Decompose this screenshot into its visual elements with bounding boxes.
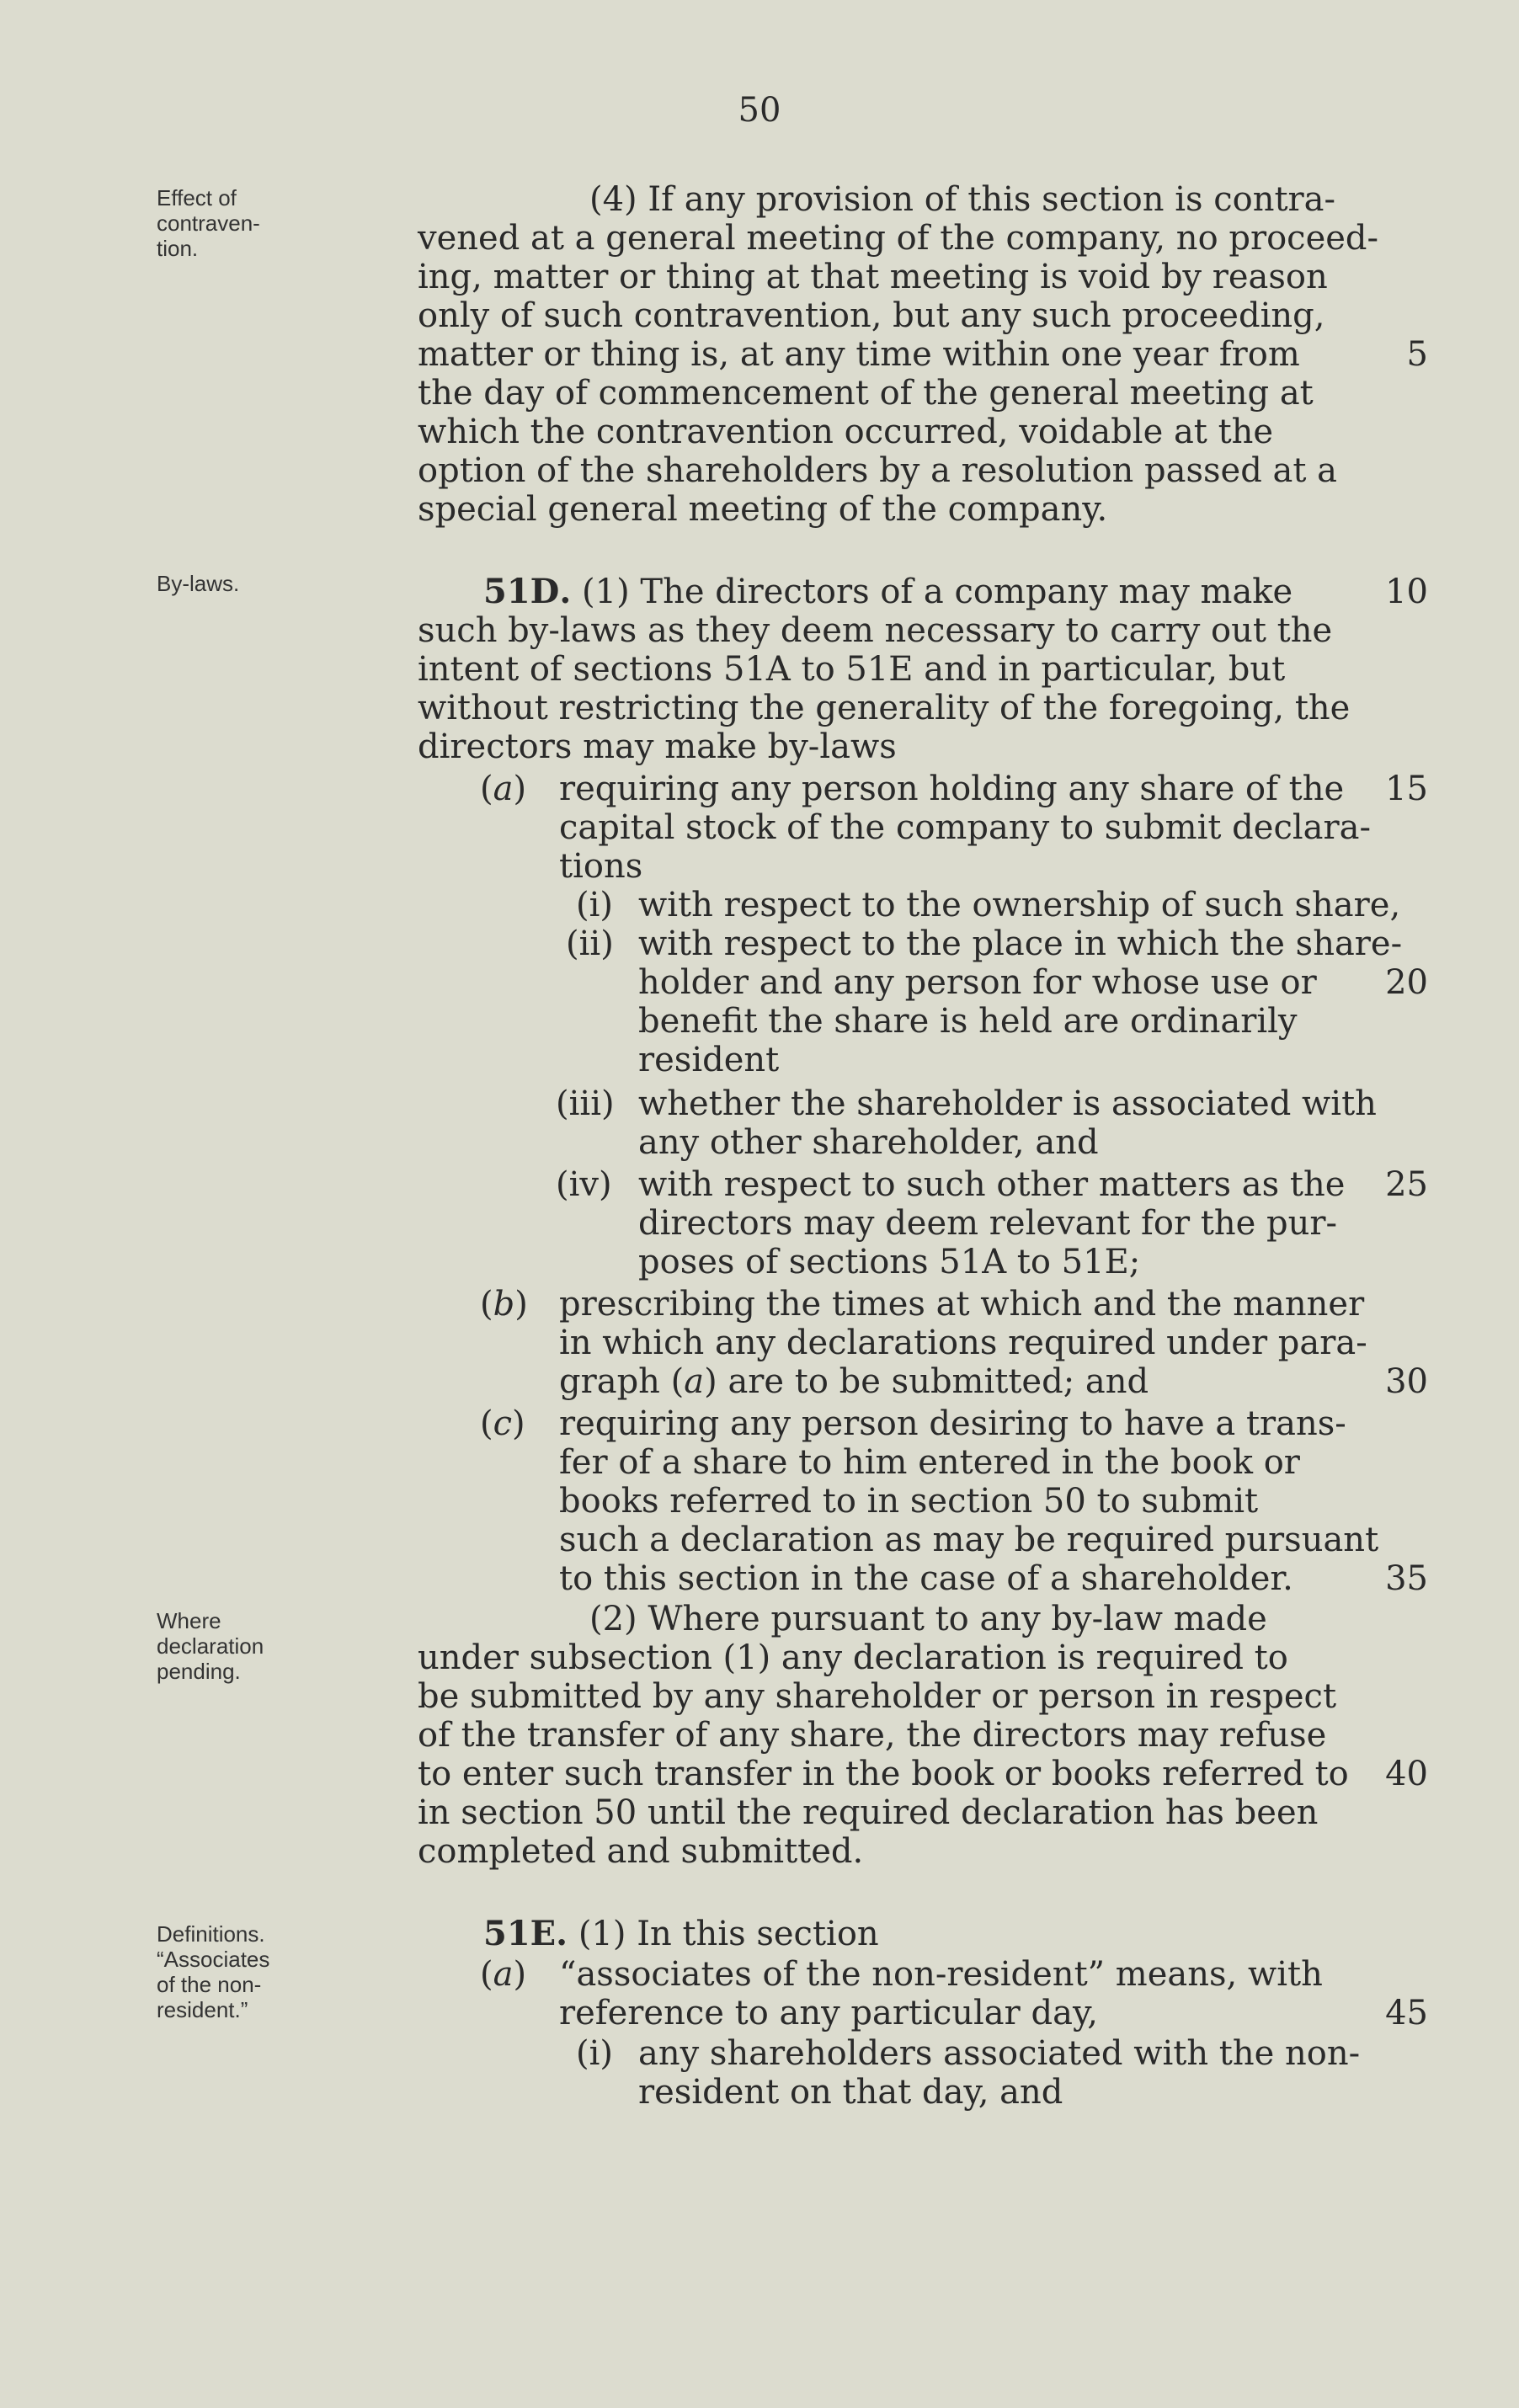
para-a-marker: (a) [480, 770, 527, 808]
section-number: 51 [483, 1914, 530, 1953]
para4-line: which the contravention occurred, voidable at the [418, 413, 1274, 451]
subsection-2-line: of the transfer of any share, the directors may refuse [418, 1716, 1327, 1755]
para-b-line: graph (a) are to be submitted; and [559, 1362, 1149, 1401]
para4-line: special general meeting of the company. [418, 490, 1108, 529]
para-b-marker: (b) [480, 1285, 528, 1324]
side-note-where: Where declaration pending. [157, 1608, 264, 1684]
section-51d-text: (1) The directors of a company may make [571, 573, 1293, 611]
def-a-line: “associates of the non-resident” means, with [559, 1955, 1323, 1994]
def-i-line: resident on that day, and [638, 2073, 1063, 2112]
line-number: 5 [1406, 335, 1428, 374]
para-c-line: fer of a share to him entered in the book or [559, 1443, 1300, 1482]
section-51d-line: directors may make by-laws [418, 727, 897, 766]
section-letter: D [530, 572, 560, 611]
para4-line: (4) If any provision of this section is contra- [589, 180, 1336, 219]
def-a-line: reference to any particular day, [559, 1994, 1098, 2032]
para-b-line: in which any declarations required under para- [559, 1324, 1367, 1362]
subpara-ii-line: benefit the share is held are ordinarily [638, 1002, 1298, 1041]
para4-line: option of the shareholders by a resolution passed at a [418, 451, 1337, 490]
subpara-iv-line: with respect to such other matters as the [638, 1165, 1346, 1204]
subpara-ii-line: resident [638, 1041, 780, 1079]
section-51d-line: without restricting the generality of the foregoing, the [418, 689, 1351, 727]
subsection-2-line: be submitted by any shareholder or person in respect [418, 1677, 1337, 1716]
para-c-line: requiring any person desiring to have a trans- [559, 1404, 1346, 1443]
para-b-line: prescribing the times at which and the manner [559, 1285, 1365, 1324]
subpara-iv-line: directors may deem relevant for the pur- [638, 1204, 1337, 1243]
para-c-line: to this section in the case of a shareholder. [559, 1559, 1293, 1598]
subsection-2-line: (2) Where pursuant to any by-law made [589, 1600, 1267, 1638]
subpara-ii-line: with respect to the place in which the share- [638, 924, 1403, 963]
para4-line: vened at a general meeting of the company, no proceed- [418, 219, 1379, 258]
subpara-iii-line: any other shareholder, and [638, 1123, 1099, 1162]
subpara-iv-marker: (iv) [556, 1165, 612, 1204]
line-number: 25 [1385, 1165, 1428, 1204]
line-number: 30 [1385, 1362, 1428, 1401]
para-c-line: such a declaration as may be required pursuant [559, 1521, 1379, 1559]
section-51e-heading: 51E. (1) In this section [483, 1914, 879, 1953]
side-note-effect: Effect of contraven- tion. [157, 185, 260, 261]
subpara-i-line: with respect to the ownership of such share, [638, 886, 1401, 924]
para-a-line: tions [559, 847, 643, 886]
page-number: 50 [738, 91, 781, 130]
para-a-line: capital stock of the company to submit declara- [559, 808, 1371, 847]
para4-line: matter or thing is, at any time within one year from [418, 335, 1300, 374]
side-note-bylaws: By-laws. [157, 571, 240, 596]
line-number: 35 [1385, 1559, 1428, 1598]
subpara-iii-marker: (iii) [556, 1084, 615, 1123]
para4-line: only of such contravention, but any such proceeding, [418, 296, 1325, 335]
def-i-line: any shareholders associated with the non- [638, 2034, 1361, 2073]
subpara-i-marker: (i) [576, 886, 614, 924]
section-letter: E [530, 1914, 557, 1953]
para-c-marker: (c) [480, 1404, 525, 1443]
para4-line: ing, matter or thing at that meeting is void by reason [418, 258, 1328, 296]
line-number: 20 [1385, 963, 1428, 1002]
section-51e-text: (1) In this section [568, 1915, 879, 1953]
subpara-ii-line: holder and any person for whose use or [638, 963, 1317, 1002]
def-i-marker: (i) [576, 2034, 614, 2073]
subpara-iii-line: whether the shareholder is associated with [638, 1084, 1377, 1123]
subsection-2-line: in section 50 until the required declaration has been [418, 1793, 1319, 1832]
subsection-2-line: to enter such transfer in the book or books referred to [418, 1755, 1349, 1793]
section-51d-line: intent of sections 51A to 51E and in particular, but [418, 650, 1286, 689]
subsection-2-line: under subsection (1) any declaration is required to [418, 1638, 1288, 1677]
subsection-2-line: completed and submitted. [418, 1832, 864, 1871]
section-number: 51 [483, 572, 530, 611]
subpara-iv-line: poses of sections 51A to 51E; [638, 1243, 1141, 1281]
section-51d-heading: 51D. (1) The directors of a company may make [483, 572, 1293, 611]
para-a-line: requiring any person holding any share of the [559, 770, 1345, 808]
side-note-definitions: Definitions. “Associates of the non- resident.” [157, 1921, 270, 2022]
def-a-marker: (a) [480, 1955, 527, 1994]
section-51d-line: such by-laws as they deem necessary to carry out the [418, 611, 1333, 650]
subpara-ii-marker: (ii) [566, 924, 614, 963]
line-number: 10 [1385, 573, 1428, 611]
line-number: 15 [1385, 770, 1428, 808]
line-number: 45 [1385, 1994, 1428, 2032]
para-c-line: books referred to in section 50 to submit [559, 1482, 1259, 1521]
para4-line: the day of commencement of the general meeting at [418, 374, 1314, 413]
line-number: 40 [1385, 1755, 1428, 1793]
